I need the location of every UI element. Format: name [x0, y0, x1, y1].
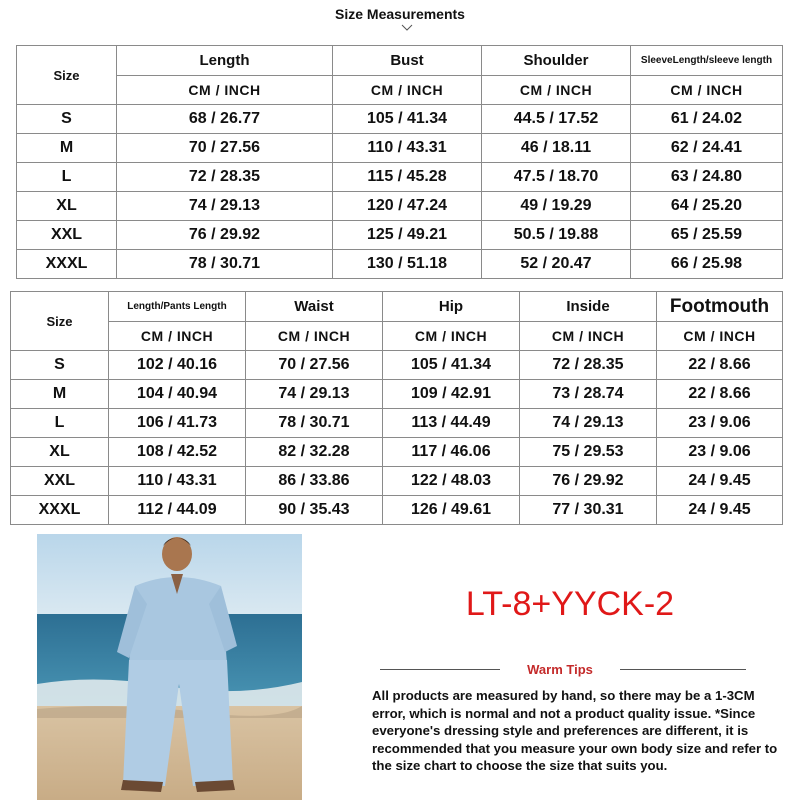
- table-row: [11, 380, 783, 409]
- unit-label: CM / INCH: [383, 322, 520, 351]
- table-cell: 50.5 / 19.88: [482, 221, 631, 250]
- column-header-waist: Waist: [246, 292, 383, 322]
- top-size-table: [16, 45, 783, 279]
- table-cell: 106 / 41.73: [109, 409, 246, 438]
- table-cell: 112 / 44.09: [109, 496, 246, 525]
- column-header-hip: Hip: [383, 292, 520, 322]
- unit-label: CM / INCH: [246, 322, 383, 351]
- row-size-label: XXXL: [11, 496, 109, 525]
- table-cell: 82 / 32.28: [246, 438, 383, 467]
- table-cell: 47.5 / 18.70: [482, 163, 631, 192]
- table-cell: 49 / 19.29: [482, 192, 631, 221]
- table-cell: 105 / 41.34: [383, 351, 520, 380]
- top-table-body: [17, 105, 783, 279]
- row-size-label: S: [17, 105, 117, 134]
- table-cell: 72 / 28.35: [520, 351, 657, 380]
- table-cell: 115 / 45.28: [333, 163, 482, 192]
- table-cell: 78 / 30.71: [246, 409, 383, 438]
- table-cell: 110 / 43.31: [109, 467, 246, 496]
- table-cell: 64 / 25.20: [631, 192, 783, 221]
- row-size-label: M: [11, 380, 109, 409]
- table-row: [11, 496, 783, 525]
- table-cell: 110 / 43.31: [333, 134, 482, 163]
- table-cell: 113 / 44.49: [383, 409, 520, 438]
- table-cell: 78 / 30.71: [117, 250, 333, 279]
- table-cell: 120 / 47.24: [333, 192, 482, 221]
- row-size-label: S: [11, 351, 109, 380]
- unit-label: CM / INCH: [333, 76, 482, 105]
- table-row: [11, 351, 783, 380]
- page-title: Size Measurements: [335, 6, 465, 22]
- row-size-label: L: [17, 163, 117, 192]
- chevron-down-icon: [401, 24, 413, 32]
- table-cell: 108 / 42.52: [109, 438, 246, 467]
- table-cell: 125 / 49.21: [333, 221, 482, 250]
- unit-label: CM / INCH: [520, 322, 657, 351]
- table-cell: 117 / 46.06: [383, 438, 520, 467]
- table-cell: 66 / 25.98: [631, 250, 783, 279]
- table-cell: 63 / 24.80: [631, 163, 783, 192]
- table-row: [17, 221, 783, 250]
- row-size-label: XXXL: [17, 250, 117, 279]
- table-cell: 74 / 29.13: [246, 380, 383, 409]
- table-cell: 122 / 48.03: [383, 467, 520, 496]
- table-cell: 126 / 49.61: [383, 496, 520, 525]
- table-cell: 70 / 27.56: [117, 134, 333, 163]
- tips-divider-right: [620, 669, 746, 670]
- bottom-size-table: [10, 291, 783, 525]
- row-size-label: L: [11, 409, 109, 438]
- unit-label: CM / INCH: [482, 76, 631, 105]
- table-cell: 74 / 29.13: [520, 409, 657, 438]
- table-row: [17, 250, 783, 279]
- column-header-shoulder: Shoulder: [482, 46, 631, 76]
- table-cell: 73 / 28.74: [520, 380, 657, 409]
- table-row: [17, 134, 783, 163]
- table-row: [17, 192, 783, 221]
- column-header-pants-length: Length/Pants Length: [109, 292, 246, 322]
- table-cell: 105 / 41.34: [333, 105, 482, 134]
- column-header-bust: Bust: [333, 46, 482, 76]
- size-column-header: Size: [17, 46, 117, 105]
- unit-label: CM / INCH: [109, 322, 246, 351]
- unit-label: CM / INCH: [657, 322, 783, 351]
- table-cell: 109 / 42.91: [383, 380, 520, 409]
- row-size-label: M: [17, 134, 117, 163]
- table-row: [17, 105, 783, 134]
- row-size-label: XXL: [17, 221, 117, 250]
- warm-tips-title: Warm Tips: [527, 662, 593, 677]
- table-cell: 77 / 30.31: [520, 496, 657, 525]
- column-header-inside: Inside: [520, 292, 657, 322]
- bottom-table-body: [11, 351, 783, 525]
- row-size-label: XL: [17, 192, 117, 221]
- table-cell: 46 / 18.11: [482, 134, 631, 163]
- column-header-footmouth: Footmouth: [657, 292, 783, 322]
- product-photo: [37, 534, 302, 800]
- unit-label: CM / INCH: [117, 76, 333, 105]
- table-row: [17, 163, 783, 192]
- product-code: LT-8+YYCK-2: [465, 585, 675, 623]
- table-cell: 74 / 29.13: [117, 192, 333, 221]
- table-cell: 90 / 35.43: [246, 496, 383, 525]
- table-cell: 62 / 24.41: [631, 134, 783, 163]
- table-row: [11, 409, 783, 438]
- table-cell: 23 / 9.06: [657, 409, 783, 438]
- column-header-length: Length: [117, 46, 333, 76]
- warm-tips-text: All products are measured by hand, so there may be a 1-3CM error, which is normal and not a product quality issue. *Since everyone's dressing style and preferences are different, it is recommended that you measure your own body size and refer to the size chart to choose the size that suits you.: [372, 688, 778, 773]
- table-row: [11, 438, 783, 467]
- table-cell: 102 / 40.16: [109, 351, 246, 380]
- table-cell: 68 / 26.77: [117, 105, 333, 134]
- column-header-sleeve-length: SleeveLength/sleeve length: [631, 46, 783, 76]
- table-cell: 75 / 29.53: [520, 438, 657, 467]
- table-cell: 130 / 51.18: [333, 250, 482, 279]
- table-cell: 44.5 / 17.52: [482, 105, 631, 134]
- size-column-header: Size: [11, 292, 109, 351]
- table-cell: 23 / 9.06: [657, 438, 783, 467]
- unit-label: CM / INCH: [631, 76, 783, 105]
- table-cell: 22 / 8.66: [657, 351, 783, 380]
- table-cell: 61 / 24.02: [631, 105, 783, 134]
- table-row: [11, 467, 783, 496]
- table-cell: 70 / 27.56: [246, 351, 383, 380]
- table-cell: 72 / 28.35: [117, 163, 333, 192]
- row-size-label: XXL: [11, 467, 109, 496]
- beach-model-image: [37, 534, 302, 800]
- table-cell: 22 / 8.66: [657, 380, 783, 409]
- table-cell: 104 / 40.94: [109, 380, 246, 409]
- table-cell: 65 / 25.59: [631, 221, 783, 250]
- table-cell: 24 / 9.45: [657, 467, 783, 496]
- table-cell: 86 / 33.86: [246, 467, 383, 496]
- table-cell: 76 / 29.92: [520, 467, 657, 496]
- tips-divider-left: [380, 669, 500, 670]
- table-cell: 76 / 29.92: [117, 221, 333, 250]
- row-size-label: XL: [11, 438, 109, 467]
- table-cell: 52 / 20.47: [482, 250, 631, 279]
- table-cell: 24 / 9.45: [657, 496, 783, 525]
